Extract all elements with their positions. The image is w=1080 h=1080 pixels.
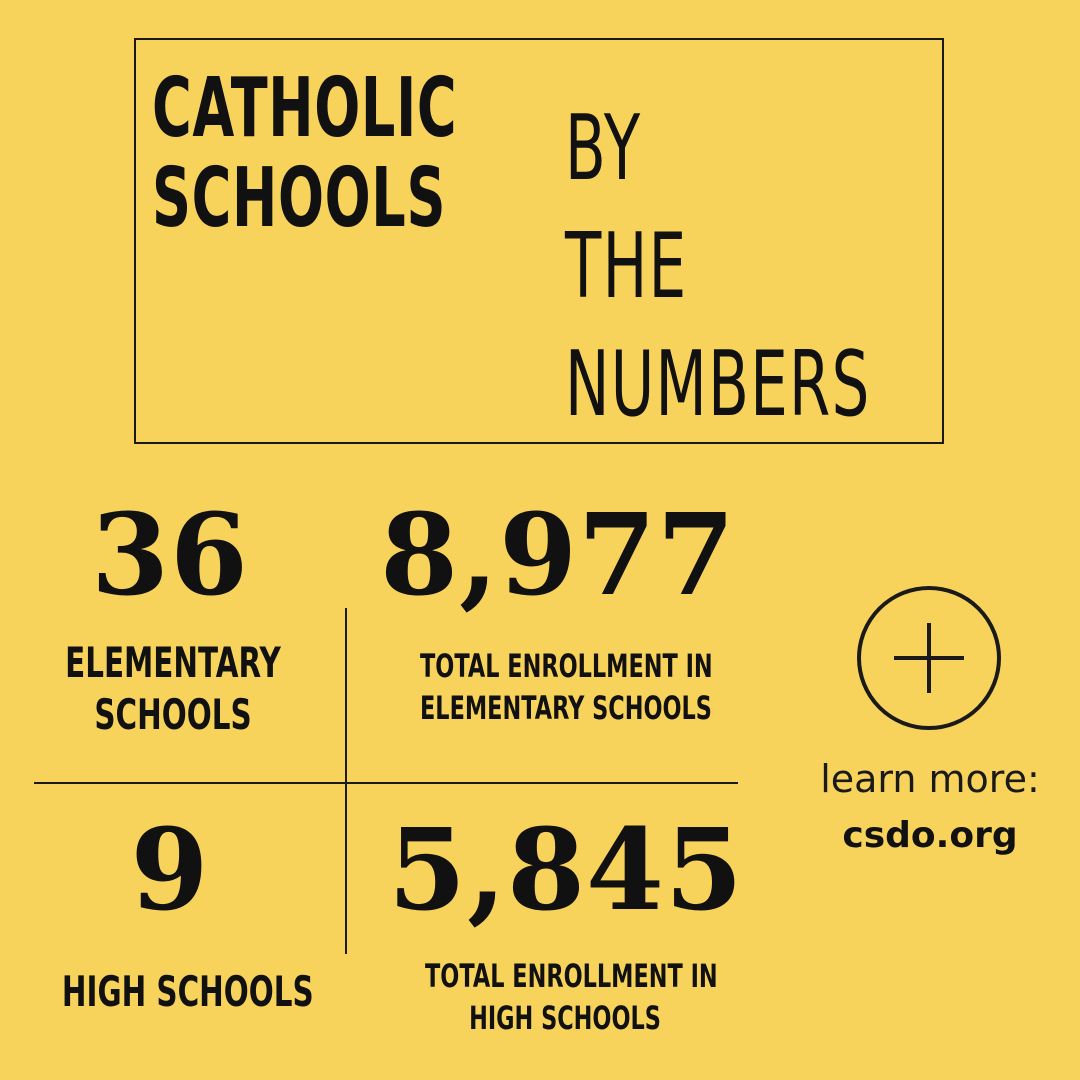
- grid-vertical-divider: [345, 608, 347, 954]
- title-catholic-schools: [152, 61, 458, 246]
- website-link[interactable]: csdo.org: [842, 815, 1018, 856]
- title-line-by: BY: [565, 96, 642, 201]
- high-count: 9: [130, 805, 210, 936]
- high-enrollment: 5,845: [388, 805, 744, 936]
- elementary-count: 36: [91, 490, 249, 621]
- title-line-numbers: NUMBERS: [565, 332, 871, 437]
- learn-more-text: learn more:: [820, 757, 1040, 801]
- grid-horizontal-divider: [34, 782, 738, 784]
- title-line-the: THE: [565, 214, 688, 319]
- high-enrollment-label-line2: HIGH SCHOOLS: [469, 999, 661, 1037]
- title-line-catholic: CATHOLIC: [152, 61, 458, 156]
- high-enrollment-label-line1: TOTAL ENROLLMENT IN: [425, 957, 718, 995]
- elementary-enrollment-label: [420, 645, 713, 729]
- elementary-label-line2: SCHOOLS: [94, 690, 252, 739]
- plus-circle-icon[interactable]: [857, 586, 1001, 730]
- high-enrollment-label: [425, 955, 718, 1039]
- elementary-enrollment: 8,977: [380, 490, 736, 621]
- elementary-enrollment-label-line1: TOTAL ENROLLMENT IN: [420, 647, 713, 685]
- title-by-the-numbers: [565, 90, 871, 444]
- title-line-schools: SCHOOLS: [152, 151, 447, 246]
- elementary-label: [52, 637, 294, 741]
- elementary-label-line1: ELEMENTARY: [65, 638, 281, 687]
- elementary-enrollment-label-line2: ELEMENTARY SCHOOLS: [420, 689, 712, 727]
- high-label: HIGH SCHOOLS: [61, 967, 314, 1016]
